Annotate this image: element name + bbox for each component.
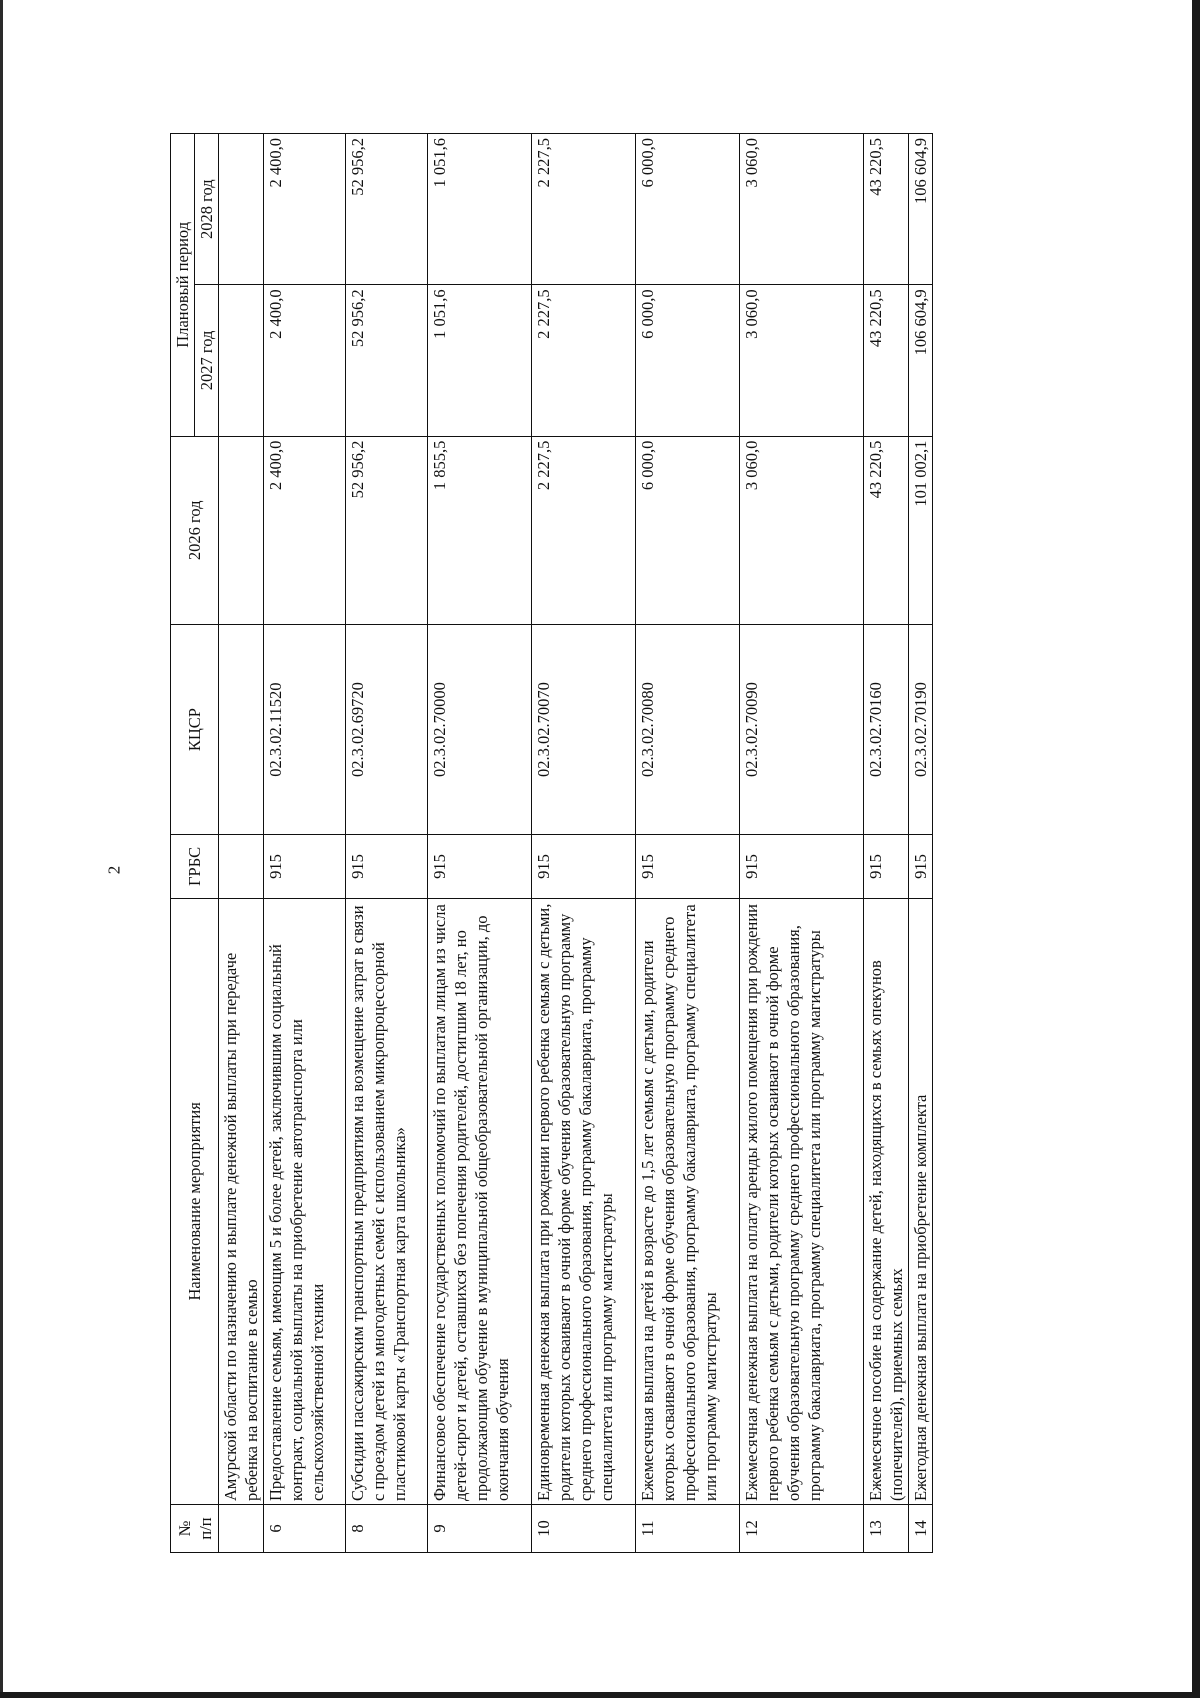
header-2027: 2027 год — [195, 285, 219, 436]
activity-name: Ежемесячное пособие на содержание детей, находящихся в семьях опекунов (попечителей), приемных семьях — [864, 898, 909, 1504]
table-row — [740, 134, 864, 1553]
header-row-1 — [171, 134, 195, 1553]
amount-2028: 52 956,2 — [346, 134, 428, 285]
amount-2026: 6 000,0 — [636, 436, 740, 624]
amount-2026: 1 855,5 — [428, 436, 532, 624]
amount-2028: 6 000,0 — [636, 134, 740, 285]
amount-2028: 3 060,0 — [740, 134, 864, 285]
row-number: 11 — [636, 1504, 740, 1552]
kcsr-code: 02.3.02.70070 — [532, 625, 636, 835]
header-grbs: ГРБС — [171, 835, 219, 899]
kcsr-code: 02.3.02.11520 — [264, 625, 346, 835]
kcsr-code: 02.3.02.70090 — [740, 625, 864, 835]
amount-2026: 101 002,1 — [909, 436, 933, 624]
grbs-code: 915 — [532, 835, 636, 899]
kcsr-code: 02.3.02.70190 — [909, 625, 933, 835]
row-number: 13 — [864, 1504, 909, 1552]
table-row — [636, 134, 740, 1553]
grbs-code: 915 — [636, 835, 740, 899]
kcsr-code: 02.3.02.70160 — [864, 625, 909, 835]
kcsr-code — [219, 625, 264, 835]
amount-2028: 2 227,5 — [532, 134, 636, 285]
table-row — [346, 134, 428, 1553]
table-row — [264, 134, 346, 1553]
amount-2028: 106 604,9 — [909, 134, 933, 285]
kcsr-code: 02.3.02.69720 — [346, 625, 428, 835]
activity-name: Единовременная денежная выплата при рождении первого ребенка семьям с детьми, родители которых осваивают в очной форме обучения образовательную программу среднего профессионального образования, программу бакалавриата, программу специалитета или программу магистратуры — [532, 898, 636, 1504]
row-number: 14 — [909, 1504, 933, 1552]
activity-name: Предоставление семьям, имеющим 5 и более детей, заключившим социальный контракт, социальной выплаты на приобретение автотранспорта или сельскохозяйственной техники — [264, 898, 346, 1504]
scan-edge-bottom — [0, 1692, 1200, 1698]
grbs-code — [219, 835, 264, 899]
scan-edge-left — [0, 0, 3, 1698]
header-num — [171, 1504, 219, 1552]
amount-2027: 2 400,0 — [264, 285, 346, 436]
grbs-code: 915 — [264, 835, 346, 899]
table-row — [532, 134, 636, 1553]
amount-2027: 6 000,0 — [636, 285, 740, 436]
amount-2027: 43 220,5 — [864, 285, 909, 436]
header-num-label: № — [174, 1520, 194, 1537]
row-number: 6 — [264, 1504, 346, 1552]
header-num-sub-label: п/п — [195, 1517, 215, 1540]
grbs-code: 915 — [428, 835, 532, 899]
activity-name: Ежемесячная денежная выплата на оплату аренды жилого помещения при рождении первого ребенка семьям с детьми, родители которых осваивают в очной форме обучения образовательную программу среднего профессионального образования, программу бакалавриата, программу специалитета или программу магистратуры — [740, 898, 864, 1504]
kcsr-code: 02.3.02.70000 — [428, 625, 532, 835]
amount-2026: 52 956,2 — [346, 436, 428, 624]
amount-2027: 52 956,2 — [346, 285, 428, 436]
row-number — [219, 1504, 264, 1552]
rotated-table-container — [170, 133, 1010, 1553]
row-number: 10 — [532, 1504, 636, 1552]
kcsr-code: 02.3.02.70080 — [636, 625, 740, 835]
amount-2028: 1 051,6 — [428, 134, 532, 285]
header-2028: 2028 год — [195, 134, 219, 285]
row-number: 9 — [428, 1504, 532, 1552]
amount-2027: 106 604,9 — [909, 285, 933, 436]
budget-table — [170, 133, 933, 1553]
page-number: 2 — [104, 865, 124, 875]
activity-name: Ежегодная денежная выплата на приобретение комплекта — [909, 898, 933, 1504]
amount-2026: 2 400,0 — [264, 436, 346, 624]
grbs-code: 915 — [740, 835, 864, 899]
amount-2027: 3 060,0 — [740, 285, 864, 436]
table-row — [428, 134, 532, 1553]
row-number: 12 — [740, 1504, 864, 1552]
scan-edge-right — [1192, 0, 1200, 1698]
amount-2027: 2 227,5 — [532, 285, 636, 436]
header-planned-period: Плановый период — [171, 134, 195, 437]
header-name: Наименование мероприятия — [171, 898, 219, 1504]
amount-2027: 1 051,6 — [428, 285, 532, 436]
amount-2028 — [219, 134, 264, 285]
activity-name: Финансовое обеспечение государственных полномочий по выплатам лицам из числа детей-сирот и детей, оставшихся без попечения родителей, достигшим 18 лет, но продолжающим обучение в муниципальной общеобразовательной организации, до окончания обучения — [428, 898, 532, 1504]
activity-name: Амурской области по назначению и выплате денежной выплаты при передаче ребенка на воспитание в семью — [219, 898, 264, 1504]
grbs-code: 915 — [864, 835, 909, 899]
row-number: 8 — [346, 1504, 428, 1552]
activity-name: Субсидии пассажирским транспортным предприятиям на возмещение затрат в связи с проездом детей из многодетных семей с использованием микропроцессорной пластиковой карты «Транспортная карта школьника» — [346, 898, 428, 1504]
amount-2026 — [219, 436, 264, 624]
table-row — [864, 134, 909, 1553]
table-row — [219, 134, 264, 1553]
activity-name: Ежемесячная выплата на детей в возрасте до 1,5 лет семьям с детьми, родители которых осваивают в очной форме обучения образовательную программу среднего профессионального образования, программу бакалавриата, программу специалитета или программу магистратуры — [636, 898, 740, 1504]
amount-2028: 43 220,5 — [864, 134, 909, 285]
header-2026: 2026 год — [171, 436, 219, 624]
table-row — [909, 134, 933, 1553]
amount-2028: 2 400,0 — [264, 134, 346, 285]
amount-2027 — [219, 285, 264, 436]
amount-2026: 3 060,0 — [740, 436, 864, 624]
amount-2026: 43 220,5 — [864, 436, 909, 624]
grbs-code: 915 — [909, 835, 933, 899]
grbs-code: 915 — [346, 835, 428, 899]
amount-2026: 2 227,5 — [532, 436, 636, 624]
header-kcsr: КЦСР — [171, 625, 219, 835]
table-body — [219, 134, 933, 1553]
